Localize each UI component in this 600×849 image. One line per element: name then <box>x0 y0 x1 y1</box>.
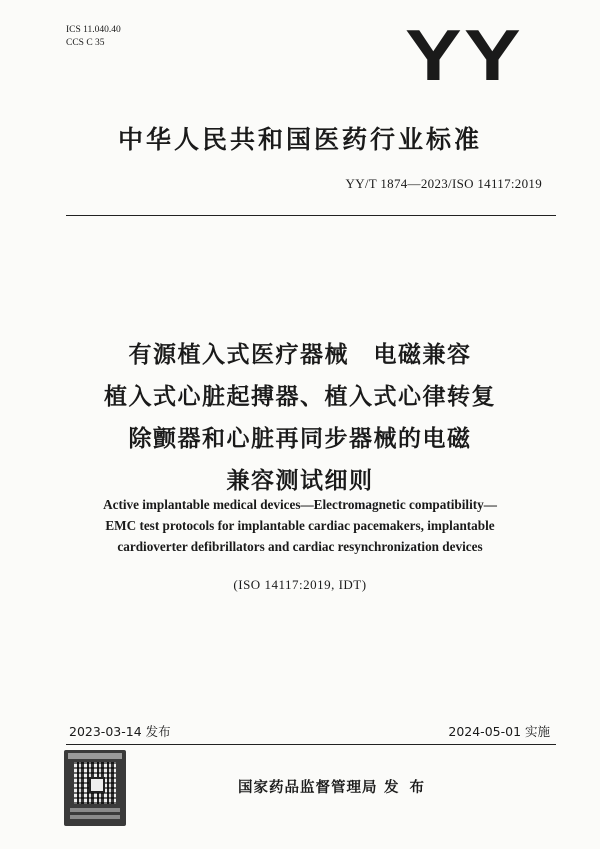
chinese-title-line: 除颤器和心脏再同步器械的电磁 <box>128 426 472 452</box>
standard-category-title: 中华人民共和国医药行业标准 <box>117 125 482 154</box>
chinese-title <box>0 334 600 502</box>
qr-code-icon[interactable] <box>64 750 126 826</box>
top-divider <box>66 215 556 216</box>
iso-reference: (ISO 14117:2019, IDT) <box>233 577 367 592</box>
yy-logo: YY <box>405 16 524 96</box>
bottom-divider <box>66 744 556 745</box>
qr-caption-strip <box>70 808 120 812</box>
qr-pattern <box>74 762 116 804</box>
english-title-line: Active implantable medical devices—Electromagnetic compatibility— <box>103 497 497 512</box>
english-title <box>0 494 600 557</box>
qr-caption-strip <box>70 815 120 819</box>
standard-number: YY/T 1874—2023/ISO 14117:2019 <box>345 176 542 191</box>
ccs-code: CCS C 35 <box>66 38 105 48</box>
english-title-line: cardioverter defibrillators and cardiac resynchronization devices <box>117 539 483 554</box>
chinese-title-line: 有源植入式医疗器械 电磁兼容 <box>128 342 472 368</box>
publish-label: 发 布 <box>384 780 428 796</box>
classification-codes <box>66 24 121 50</box>
issue-date: 2023-03-14 发布 <box>69 724 171 739</box>
publisher-name: 国家药品监督管理局 <box>238 780 378 796</box>
ics-code: ICS 11.040.40 <box>66 25 121 35</box>
implement-date: 2024-05-01 实施 <box>448 724 550 739</box>
english-title-line: EMC test protocols for implantable cardiac pacemakers, implantable <box>105 518 495 533</box>
chinese-title-line: 兼容测试细则 <box>226 468 374 494</box>
chinese-title-line: 植入式心脏起搏器、植入式心律转复 <box>104 384 496 410</box>
qr-label-strip <box>68 753 122 759</box>
